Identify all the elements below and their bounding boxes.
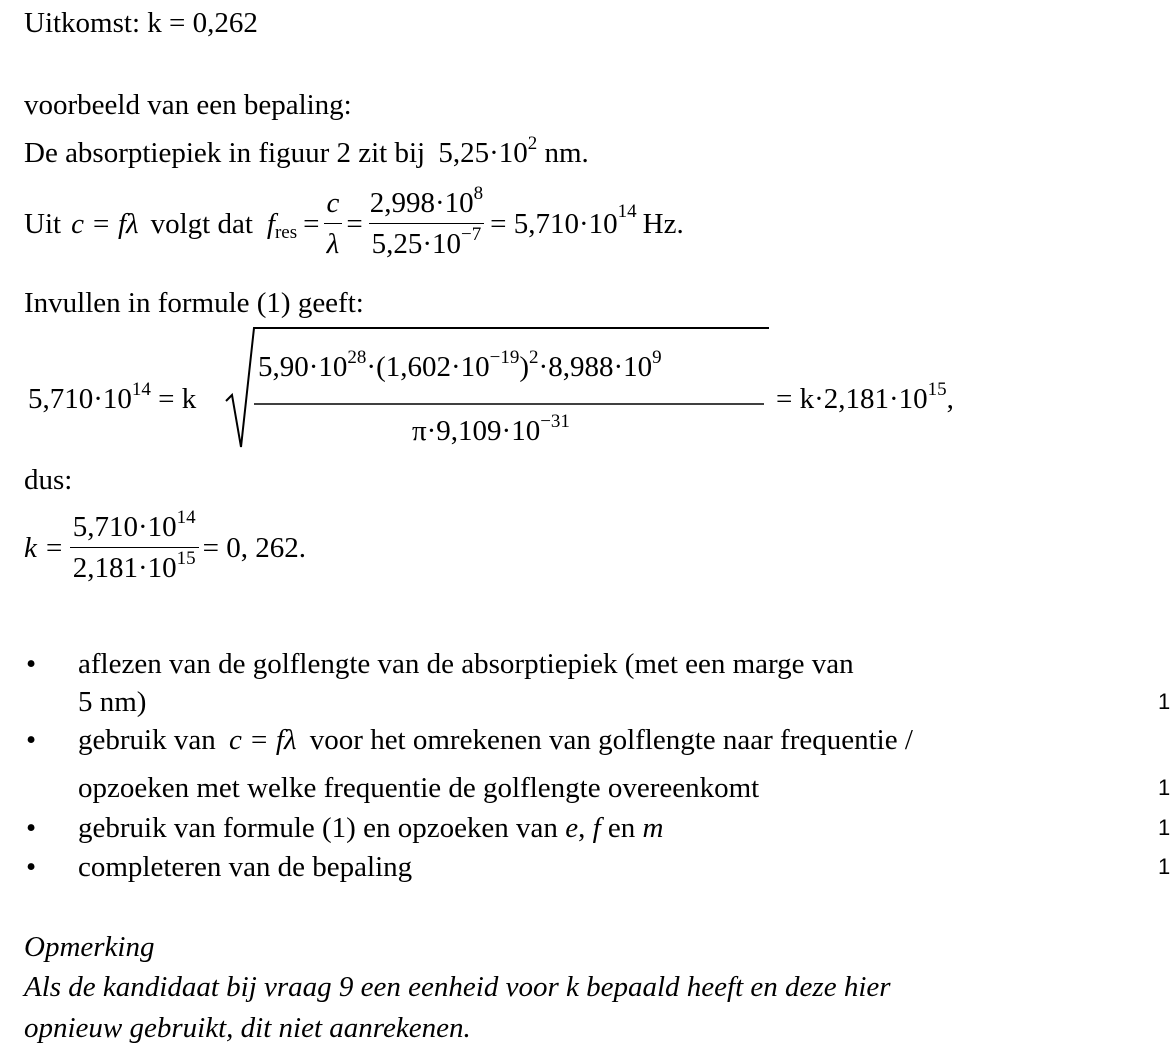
result-text: Uitkomst: k = 0,262 (24, 7, 258, 39)
peak-mantissa: 5,25 (438, 137, 490, 169)
eq2-num-a-exp: 28 (347, 347, 367, 368)
bullet-3-sep: , (578, 812, 586, 844)
frequency-exp: 14 (617, 200, 637, 222)
bullet-3-line1 (78, 814, 663, 843)
bullet-marker: • (26, 851, 37, 883)
c-over-lambda-fraction (324, 189, 343, 259)
k-den-text: 2,181·10 (72, 552, 177, 584)
k-den-exp: 15 (176, 548, 196, 569)
intro-line (24, 91, 352, 120)
bullet-1-points: 1 (1158, 689, 1171, 714)
eq2-den: π·9,109·10 (412, 415, 541, 447)
eq2-num-b-exp: −19 (489, 347, 520, 368)
bullet-2-formula: c = fλ (228, 724, 297, 756)
eq2-left (28, 379, 197, 415)
k-num-exp: 14 (176, 507, 196, 528)
bullet-3-en: en (607, 812, 636, 844)
equals-sign: = (303, 207, 320, 240)
peak-exp: 2 (527, 133, 538, 154)
bullet-3-prefix: gebruik van formule (1) en opzoeken van (78, 812, 558, 844)
peak-prefix: De absorptiepiek in figuur 2 zit bij (24, 137, 426, 169)
k-result: = 0, 262. (202, 531, 306, 564)
value-numerator (367, 183, 486, 223)
lambda-denominator: λ (324, 223, 343, 259)
dus-line (24, 466, 72, 495)
bullet-2-line2: opzoeken met welke frequentie de golflengte overeenkomt (78, 772, 760, 804)
formula-c-f-lambda: c = fλ (71, 207, 139, 240)
bullet-2-suffix: voor het omrekenen van golflengte naar frequentie / (309, 724, 913, 756)
remark-title: Opmerking (24, 931, 155, 963)
bullet-2-points: 1 (1158, 775, 1171, 800)
sqrt-equation (24, 325, 1024, 453)
bullet-3-e: e (565, 812, 579, 844)
value-denominator (369, 223, 485, 259)
value-fraction (367, 183, 486, 260)
peak-base: ·10 (489, 137, 528, 169)
bullet-3-points: 1 (1158, 815, 1171, 840)
frequency-result: = 5,710·10 (490, 207, 618, 240)
frequency-line (24, 183, 684, 261)
eq2-numerator (258, 347, 662, 383)
f-res-sub: res (274, 221, 298, 243)
k-num-text: 5,710·10 (72, 511, 177, 543)
c-numerator: c (326, 187, 340, 219)
eq2-num-a: 5,90·10 (258, 351, 348, 383)
bullet-marker: • (26, 648, 37, 680)
eq2-num-c-exp: 9 (652, 347, 662, 368)
eq2-num-c: ·8,988·10 (538, 351, 653, 383)
bullet-1-line2: 5 nm) (78, 686, 147, 718)
eq2-num-b: ·(1,602·10 (366, 351, 490, 383)
bullet-4-line1: completeren van de bepaling (78, 851, 413, 883)
equals-sign: = (346, 207, 363, 240)
eq2-right-end: , (946, 383, 954, 415)
value-numerator-text: 2,998·10 (369, 187, 474, 219)
eq2-num-b-close: ) (519, 351, 530, 383)
k-denominator (70, 547, 199, 583)
eq2-left-mantissa: 5,710·10 (28, 383, 132, 415)
bullet-1-line1: aflezen van de golflengte van de absorptiepiek (met een marge van (78, 648, 854, 680)
value-denominator-text: 5,25·10 (371, 228, 462, 260)
f-res-symbol: f (266, 207, 275, 240)
eq2-den-exp: −31 (540, 411, 570, 432)
eq2-left-exp: 14 (131, 379, 151, 400)
peak-unit: nm. (544, 137, 589, 169)
eq2-denominator (412, 411, 570, 447)
k-equation (24, 500, 306, 596)
eq2-num-b-pow: 2 (529, 347, 539, 368)
bullet-4-points: 1 (1158, 854, 1171, 879)
intro-text: voorbeeld van een bepaling: (24, 89, 352, 121)
uit-text: Uit (24, 207, 62, 240)
k-numerator (70, 507, 199, 547)
eq2-right-exp: 15 (927, 379, 947, 400)
remark-line-2: opnieuw gebruikt, dit niet aanrekenen. (24, 1012, 471, 1044)
bullet-3-m: m (642, 812, 664, 844)
bullet-2-line1 (78, 726, 913, 755)
remark-line-1: Als de kandidaat bij vraag 9 een eenheid voor k bepaald heeft en deze hier (24, 971, 891, 1003)
bullet-marker: • (26, 812, 37, 844)
value-numerator-exp: 8 (473, 183, 484, 204)
bullet-2-prefix: gebruik van (78, 724, 216, 756)
invullen-text: Invullen in formule (1) geeft: (24, 287, 364, 319)
volgt-dat-text: volgt dat (150, 207, 253, 240)
bullet-marker: • (26, 724, 37, 756)
eq2-right-text: = k·2,181·10 (776, 383, 928, 415)
eq2-equals-k: = k (158, 383, 197, 415)
peak-line (24, 133, 589, 169)
invullen-line (24, 289, 364, 318)
frequency-unit: Hz. (642, 207, 684, 240)
dus-text: dus: (24, 464, 73, 496)
bullet-3-f: f (592, 812, 601, 844)
k-equals: k = (24, 531, 64, 564)
eq2-right (776, 379, 954, 415)
k-fraction (70, 507, 199, 584)
value-denominator-exp: −7 (461, 224, 482, 245)
result-line (24, 9, 258, 38)
